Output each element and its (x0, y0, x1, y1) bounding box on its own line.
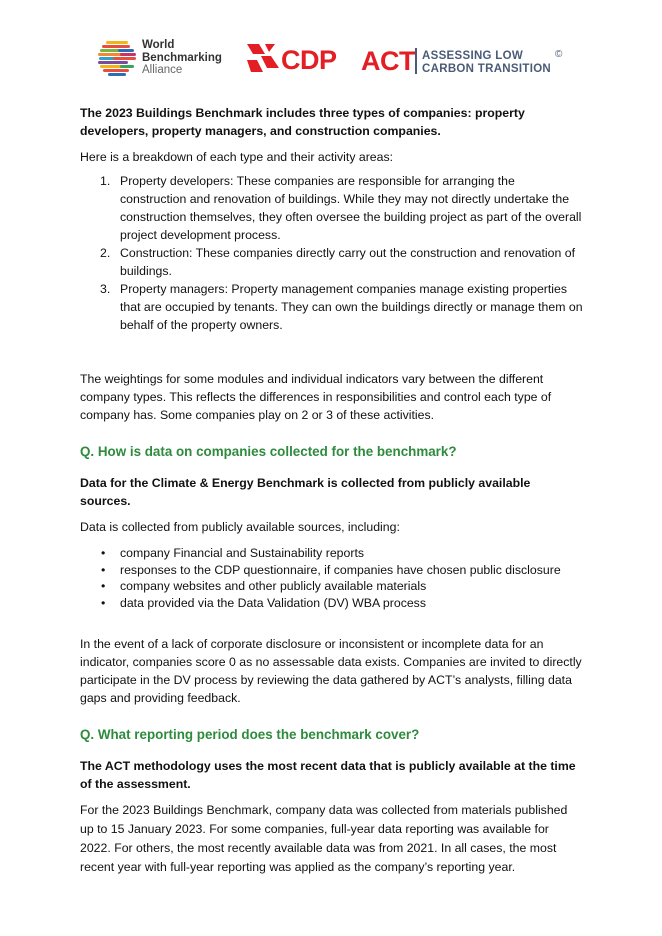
bullet: • (101, 546, 106, 560)
act-tagline-line-1: ASSESSING LOW (422, 50, 524, 62)
list-item (80, 595, 583, 612)
list-item-number: 3. (100, 282, 111, 296)
list-item (80, 578, 583, 595)
list-item-text: responses to the CDP questionnaire, if companies have chosen public disclosure (120, 562, 561, 577)
data-sources-list (80, 545, 583, 611)
wba-wordmark (142, 39, 222, 77)
act-tagline (422, 50, 551, 75)
bullet: • (101, 579, 106, 593)
question-data-collection: Q. How is data on companies collected for the benchmark? (80, 444, 457, 459)
question-reporting-period: Q. What reporting period does the benchmark cover? (80, 727, 420, 742)
company-types-list (80, 172, 583, 334)
cdp-wordmark: CDP (281, 45, 337, 75)
list-item-number: 1. (100, 174, 111, 188)
wba-line-3: Alliance (142, 64, 183, 76)
cdp-arrows-icon (245, 42, 281, 78)
breakdown-lead: Here is a breakdown of each type and their activity areas: (80, 150, 394, 164)
wba-line-2: Benchmarking (142, 51, 222, 64)
data-sources-lead: Data is collected from publicly available sources, including: (80, 520, 400, 534)
wba-stripes-icon (98, 40, 138, 80)
wba-line-1: World (142, 39, 175, 51)
reporting-period-answer: The ACT methodology uses the most recent data that is publicly available at the time of the assessment. (80, 759, 576, 791)
act-acronym: ACT (361, 46, 415, 76)
act-logo (361, 46, 571, 80)
weightings-paragraph: The weightings for some modules and individual indicators vary between the different company types. This reflects the differences in responsibilities and control each type of company has. Some companies play on 2 or 3 of these activities. (80, 372, 552, 422)
act-tagline-line-2: CARBON TRANSITION (422, 62, 552, 75)
data-collection-answer: Data for the Climate & Energy Benchmark is collected from publicly available sources. (80, 476, 531, 508)
list-item-text: company Financial and Sustainability reports (120, 546, 365, 560)
page-header (98, 38, 568, 82)
list-item-text: Construction: These companies directly carry out the construction and renovation of buildings. (120, 246, 575, 278)
act-divider (415, 48, 417, 74)
list-item-number: 2. (100, 246, 111, 260)
list-item (80, 244, 583, 280)
list-item-text: data provided via the Data Validation (DV) WBA process (120, 595, 426, 610)
list-item (80, 172, 583, 244)
reporting-period-paragraph: For the 2023 Buildings Benchmark, company data was collected from materials published up to 15 January 2023. For some companies, full-year data reporting was available for 2022. For others, the most recently available data was from 2021. In all cases, the most recent year with full-year reporting was applied as the company’s reporting year. (80, 803, 568, 874)
wba-logo (98, 38, 230, 82)
list-item (80, 545, 583, 562)
bullet: • (101, 562, 106, 577)
cdp-logo (245, 42, 345, 82)
list-item-text: Property managers: Property management companies manage existing properties that are occupied by tenants. They can own the buildings directly or manage them on behalf of the property owners. (120, 282, 583, 332)
list-item-text: company websites and other publicly available materials (120, 579, 427, 593)
bullet: • (101, 595, 106, 610)
lack-of-data-paragraph: In the event of a lack of corporate disclosure or inconsistent or incomplete data for an indicator, companies score 0 as no assessable data exists. Companies are invited to directly participate in the DV process by reviewing the data gathered by ACT’s analysts, filling data gaps and providing feedback. (80, 637, 582, 705)
document-body (80, 104, 583, 877)
list-item (80, 280, 583, 334)
list-item-text: Property developers: These companies are responsible for arranging the construction and renovation of buildings. While they may not directly undertake the construction themselves, they often oversee the building project as part of the overall project development process. (120, 174, 582, 242)
copyright-mark: © (555, 49, 563, 60)
list-item (80, 562, 583, 579)
intro-heading: The 2023 Buildings Benchmark includes three types of companies: property developers, property managers, and construction companies. (80, 106, 525, 138)
